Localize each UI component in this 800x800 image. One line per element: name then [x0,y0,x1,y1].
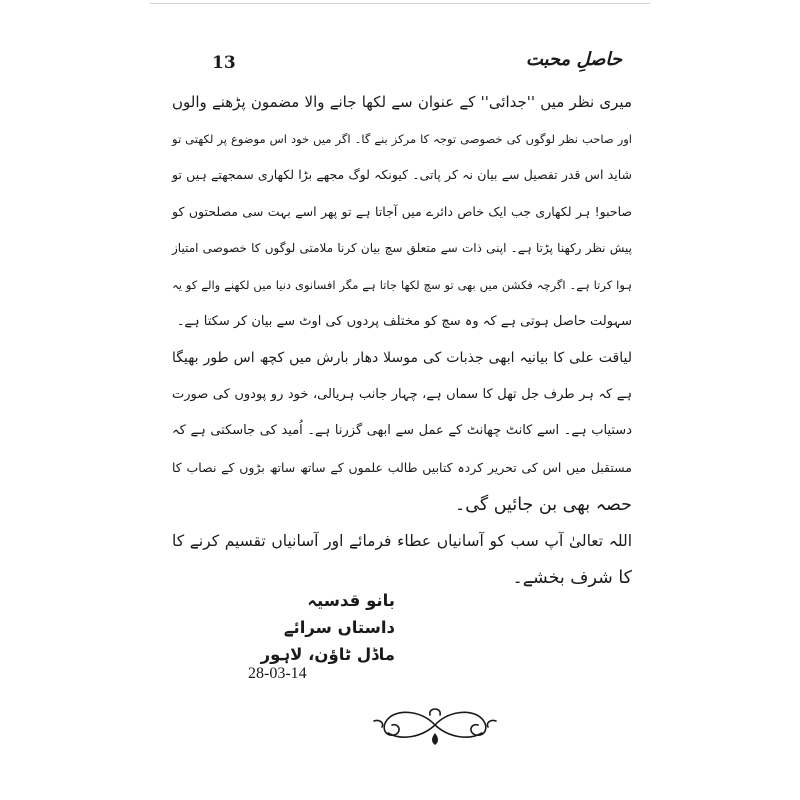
running-title: حاصلِ محبت [525,49,622,70]
text-line: پیش نظر رکھنا پڑتا ہے۔ اپنی ذات سے متعلق سچ بیان کرنا ملامتی لوگوں کا خصوصی امتیاز [172,241,632,256]
text-line: اللہ تعالیٰ آپ سب کو آسانیاں عطاء فرمائے اور آسانیاں تقسیم کرنے کا [172,532,632,551]
author-house: داستاں سرائے [283,618,395,637]
signature-date: 28-03-14 [248,665,307,682]
text-line: ہوا کرتا ہے۔ اگرچہ فکشن میں بھی تو سچ لکھا جاتا ہے مگر افسانوی دنیا میں لکھنے والے کو یہ [172,277,632,292]
page-number: 13 [212,53,236,73]
text-line: صاحبو! ہر لکھاری جب ایک خاص دائرے میں آجاتا ہے تو پھر اسے بہت سی مصلحتوں کو [172,203,632,219]
text-line: کا شرف بخشے۔ [512,567,632,588]
scroll-flourish-icon [370,697,500,752]
body-text [172,84,632,596]
text-line: دستیاب ہے۔ اسے کانٹ چھانٹ کے عمل سے ابھی گزرنا ہے۔ اُمید کی جاسکتی ہے کہ [172,423,632,439]
text-line: میری نظر میں ''جدائی'' کے عنوان سے لکھا جانے والا مضمون پڑھنے والوں [172,93,632,111]
text-line: شاید اس قدر تفصیل سے بیان نہ کر پاتی۔ کیونکہ لوگ مجھے بڑا لکھاری سمجھتے ہیں تو [172,167,632,183]
text-line: ہے کہ ہر طرف جل تھل کا سماں ہے، چہار جانب ہریالی، خود رو پودوں کی صورت [172,386,632,402]
signature-block [261,587,395,668]
text-line: مستقبل میں اس کی تحریر کردہ کتابیں طالب علموں کے ساتھ ساتھ بڑوں کے نصاب کا [172,459,632,475]
text-line: حصہ بھی بن جائیں گی۔ [454,494,632,515]
author-name: بانو قدسیہ [307,591,395,610]
author-address: ماڈل ٹاؤن، لاہور [260,645,395,664]
text-line: لیاقت علی کا بیانیہ ابھی جذبات کی موسلا دھار بارش میں کچھ اس طور بھیگا [172,350,632,367]
text-line: سہولت حاصل ہوتی ہے کہ وہ سچ کو مختلف پردوں کی اوٹ سے بیان کر سکتا ہے۔ [176,313,632,329]
text-line: اور صاحب نظر لوگوں کی خصوصی توجہ کا مرکز بنے گا۔ اگر میں خود اس موضوع پر لکھتی تو [172,131,632,146]
